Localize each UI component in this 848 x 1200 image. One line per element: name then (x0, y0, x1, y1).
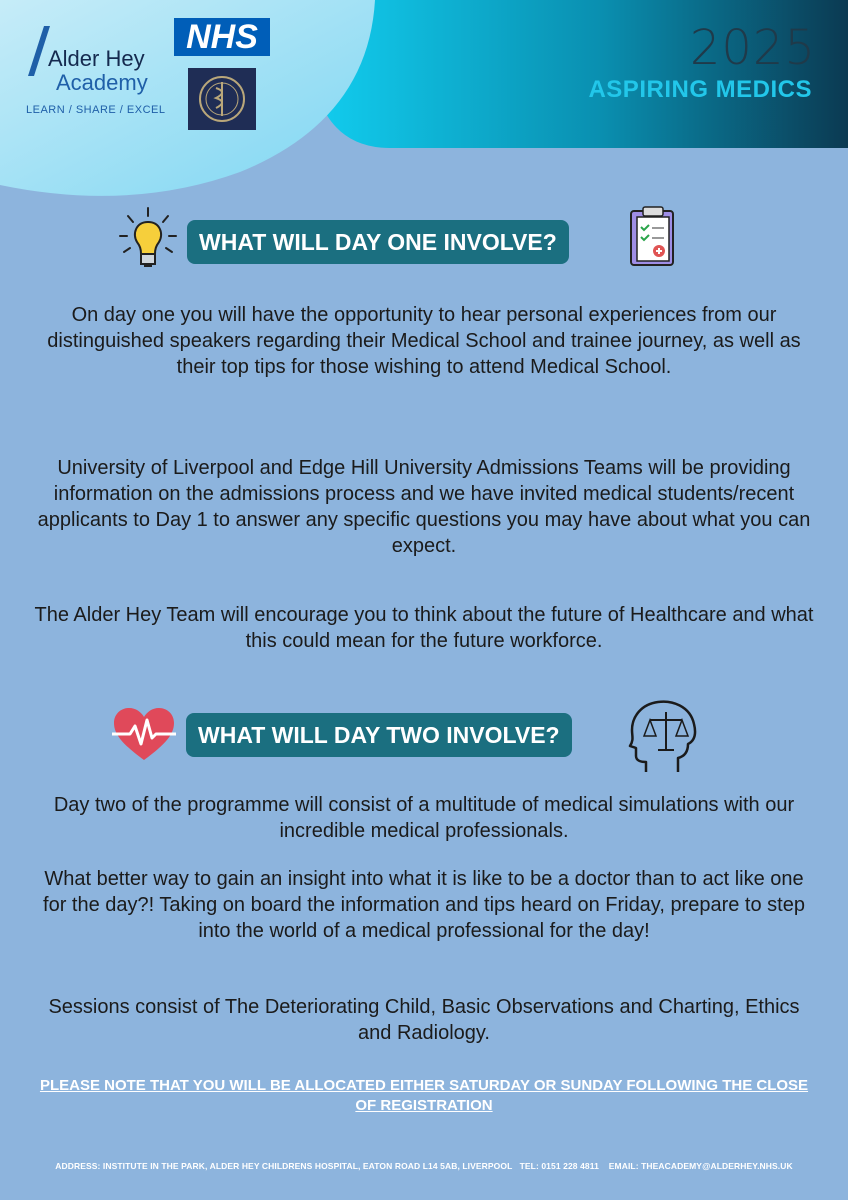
head-scales-icon (626, 698, 708, 774)
clipboard-icon (628, 205, 678, 267)
programme-title: ASPIRING MEDICS (588, 76, 812, 103)
brand-name: Alder Hey (48, 46, 145, 71)
programme-year: 2025 (689, 20, 816, 76)
crest-icon (188, 68, 256, 130)
day-two-paragraph-3: Sessions consist of The Deteriorating Child, Basic Observations and Charting, Ethics and Radiology. (48, 996, 800, 1044)
heart-icon (112, 706, 176, 762)
lightbulb-icon (118, 206, 178, 272)
brand-sub: Academy (56, 70, 148, 95)
day-two-heading: WHAT WILL DAY TWO INVOLVE? (186, 713, 572, 757)
footer-contact: ADDRESS: INSTITUTE IN THE PARK, ALDER HEY CHILDRENS HOSPITAL, EATON ROAD L14 5AB, LIVERPOOL TEL: 0151 228 4811 EMAIL: THEACADEMY@ALDERHEY.NHS.UK (55, 1161, 793, 1171)
day-one-paragraph-2: University of Liverpool and Edge Hill University Admissions Teams will be providing information on the admissions process and we have invited medical students/recent applicants to Day 1 to answer any specific questions you may have about what you can expect. (37, 457, 811, 557)
day-two-paragraph-1: Day two of the programme will consist of a multitude of medical simulations with our incredible medical professionals. (53, 794, 795, 842)
allocation-note: PLEASE NOTE THAT YOU WILL BE ALLOCATED EITHER SATURDAY OR SUNDAY FOLLOWING THE CLOSE OF REGISTRATION (39, 1077, 809, 1114)
brand-tagline: LEARN / SHARE / EXCEL (26, 104, 166, 116)
day-one-paragraph-3: The Alder Hey Team will encourage you to think about the future of Healthcare and what this could mean for the future workforce. (34, 604, 814, 652)
day-one-heading: WHAT WILL DAY ONE INVOLVE? (187, 220, 569, 264)
day-two-paragraph-2: What better way to gain an insight into what it is like to be a doctor than to act like one for the day?! Taking on board the information and tips heard on Friday, prepare to step into the world of a medical professional for the day! (43, 868, 805, 942)
nhs-logo: NHS (174, 18, 270, 56)
day-one-paragraph-1: On day one you will have the opportunity to hear personal experiences from our distinguished speakers regarding their Medical School and trainee journey, as well as their top tips for those wishing to attend Medical School. (47, 304, 801, 378)
